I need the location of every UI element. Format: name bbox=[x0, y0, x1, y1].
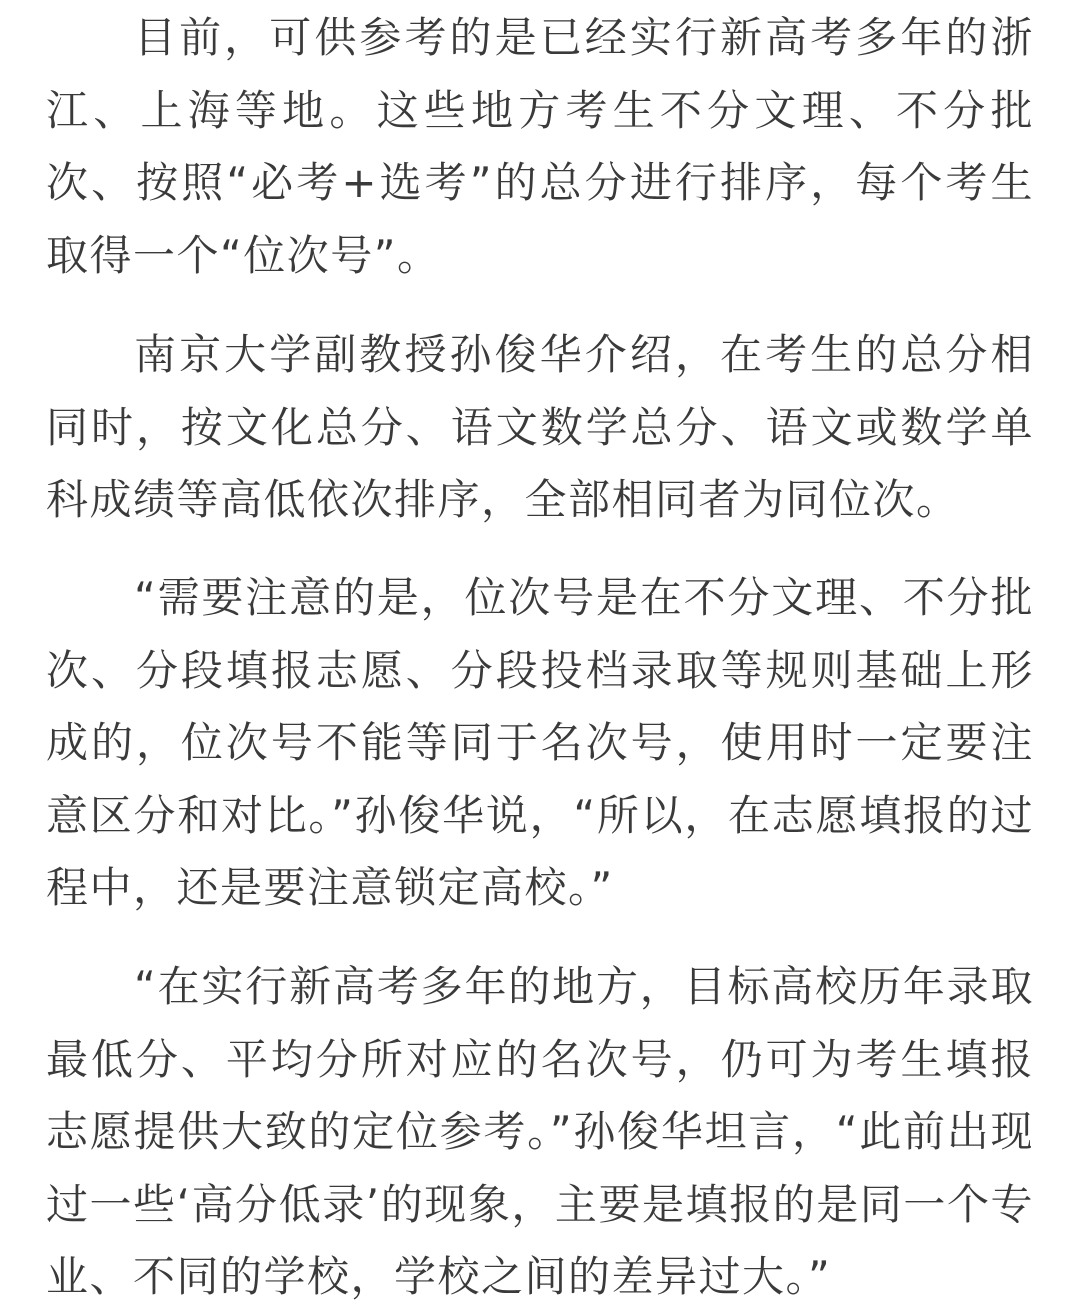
paragraph-4: “在实行新高考多年的地方，目标高校历年录取最低分、平均分所对应的名次号，仍可为考生填报志愿提供大致的定位参考。”孙俊华坦言，“此前出现过一些‘高分低录’的现象，主要是填报的是同一个专业、不同的学校，学校之间的差异过大。” bbox=[46, 962, 1034, 1301]
paragraph-1: 目前，可供参考的是已经实行新高考多年的浙江、上海等地。这些地方考生不分文理、不分批次、按照“必考+选考”的总分进行排序，每个考生取得一个“位次号”。 bbox=[46, 13, 1034, 280]
paragraph-3: “需要注意的是，位次号是在不分文理、不分批次、分段填报志愿、分段投档录取等规则基础上形成的，位次号不能等同于名次号，使用时一定要注意区分和对比。”孙俊华说，“所以，在志愿填报的过程中，还是要注意锁定高校。” bbox=[46, 573, 1034, 912]
paragraph-2: 南京大学副教授孙俊华介绍，在考生的总分相同时，按文化总分、语文数学总分、语文或数学单科成绩等高低依次排序，全部相同者为同位次。 bbox=[46, 330, 1034, 524]
